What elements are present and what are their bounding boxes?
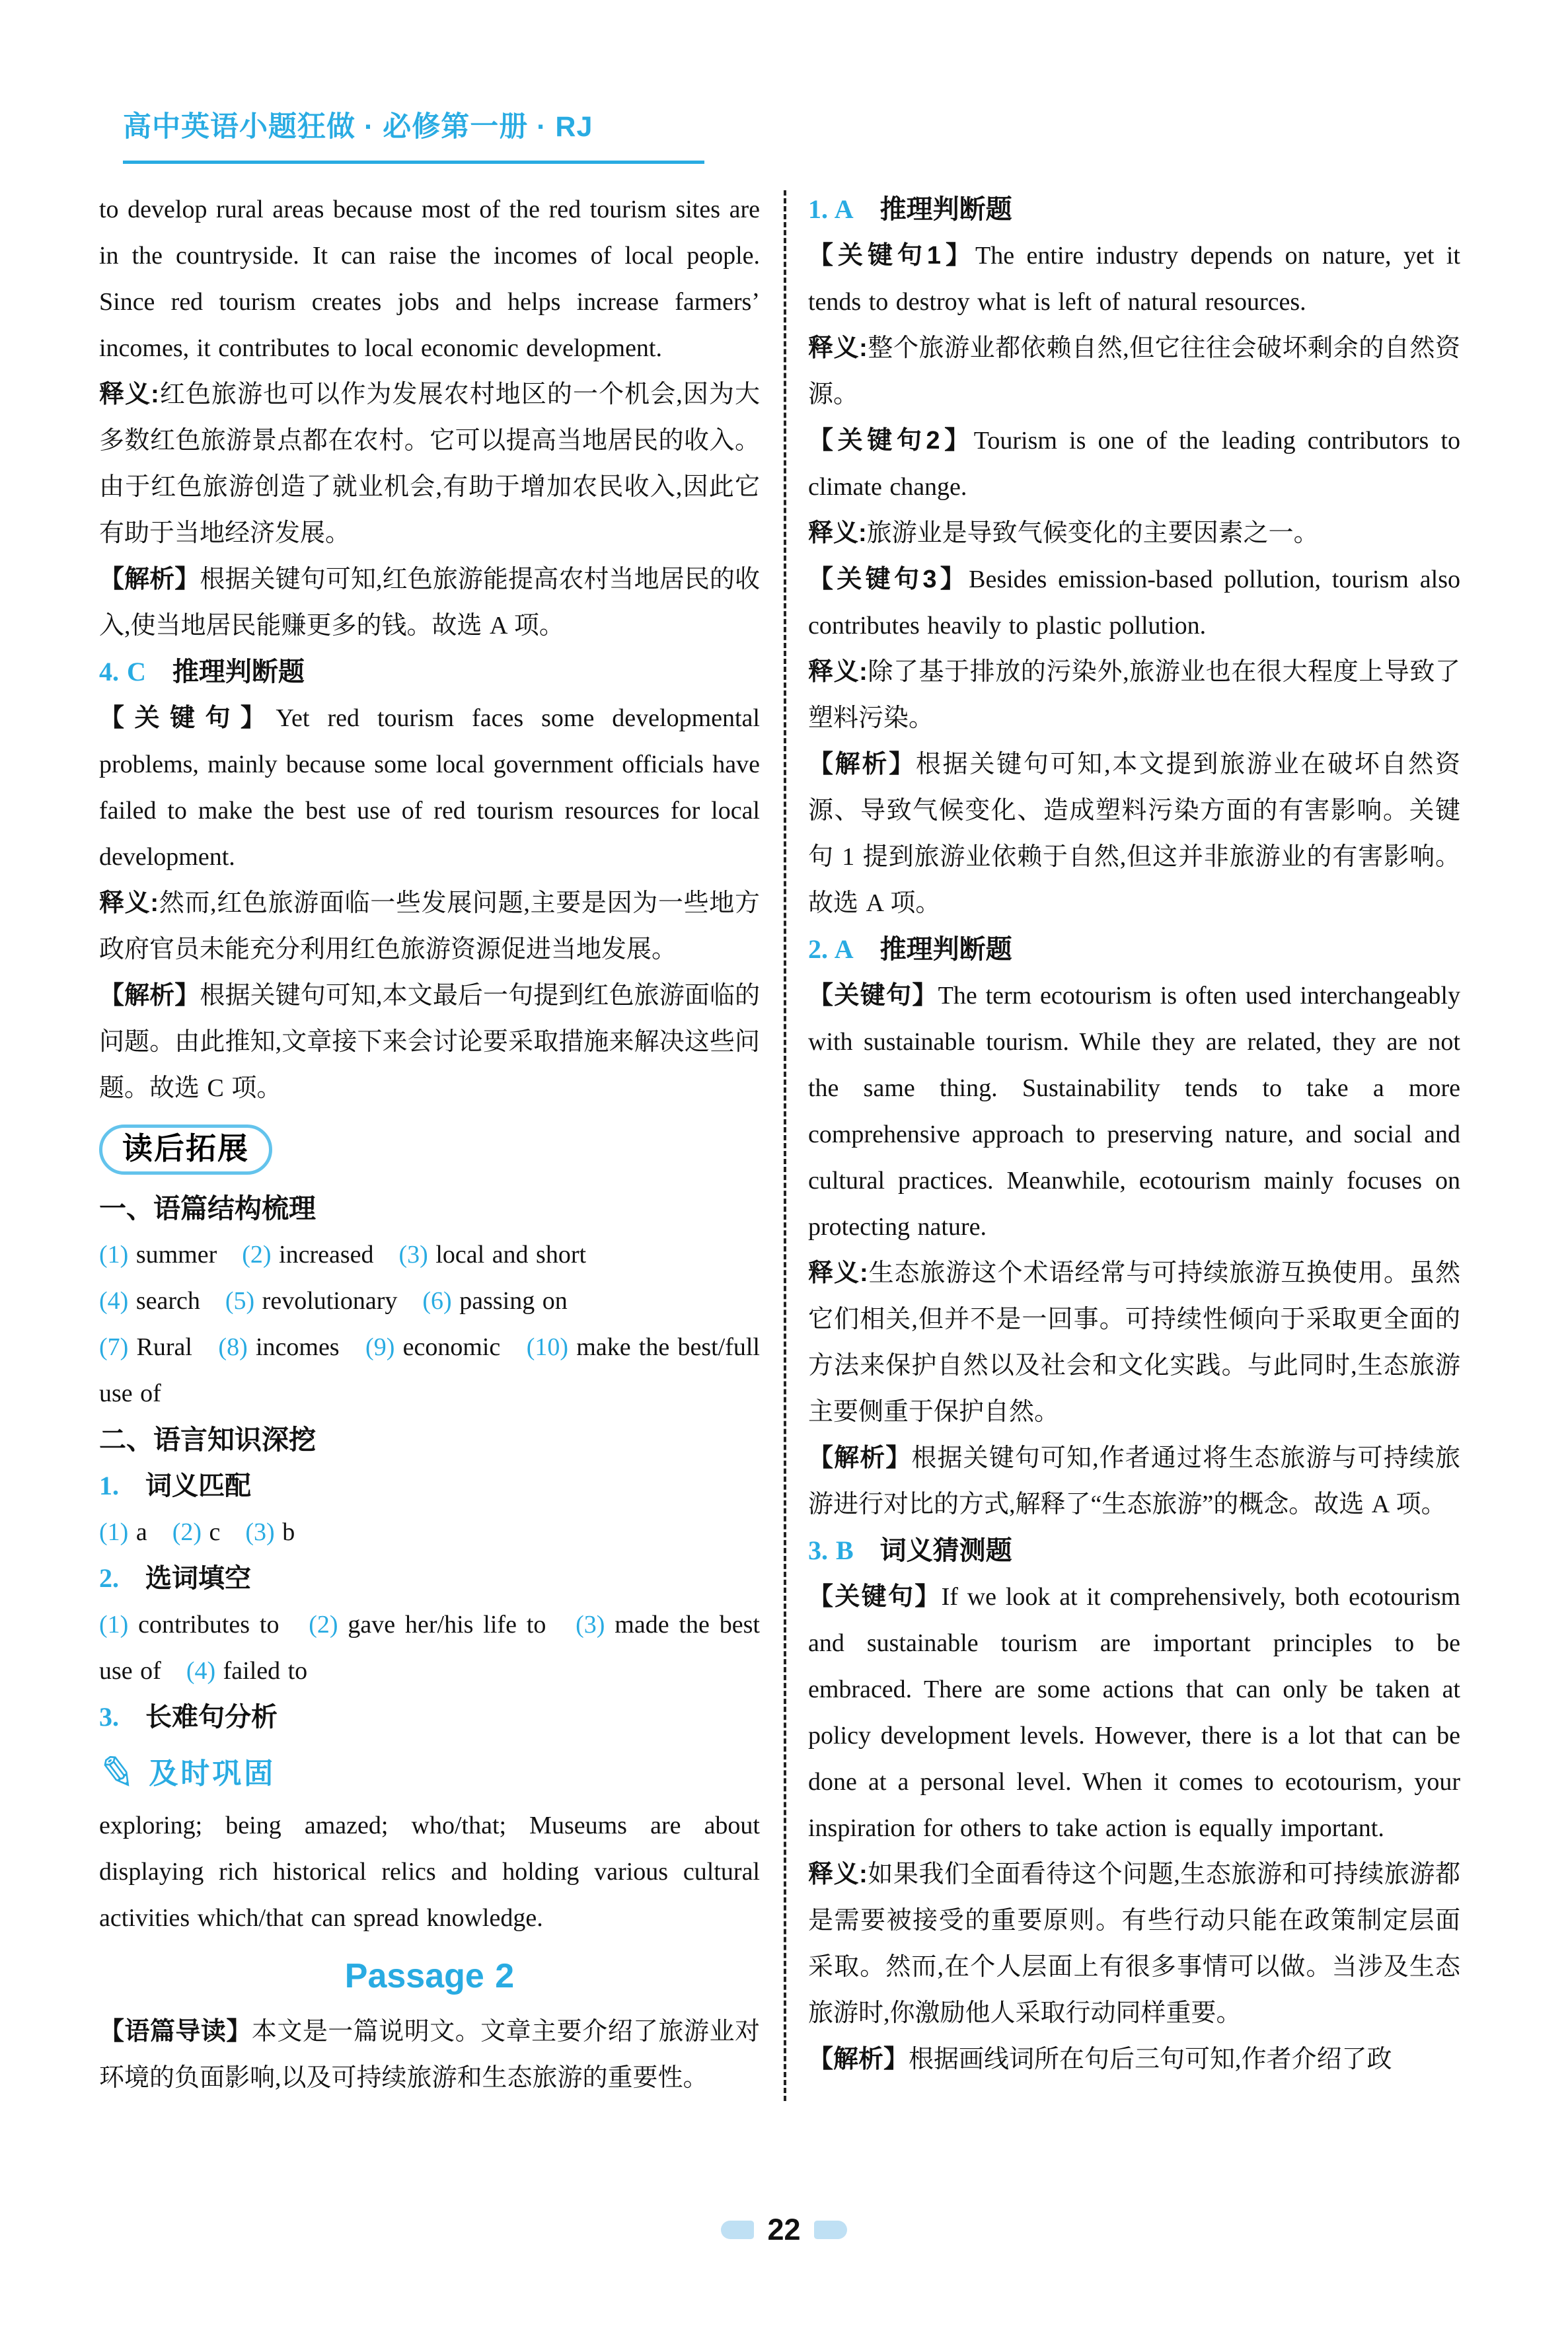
- text-segment: 1.: [99, 1471, 119, 1500]
- paragraph: [808, 325, 1460, 418]
- text-segment: 根据关键句可知,作者通过将生态旅游与可持续旅游进行对比的方式,解释了“生态旅游”的概念。故选 A 项。: [808, 1444, 1460, 1518]
- column-divider: [784, 190, 786, 2101]
- text-segment: 根据关键句可知,本文提到旅游业在破坏自然资源、导致气候变化、造成塑料污染方面的有害影响。关键句 1 提到旅游业依赖于自然,但这并非旅游业的有害影响。故选 A 项。: [808, 751, 1460, 917]
- text-segment: 【语篇导读】: [99, 2018, 252, 2046]
- paragraph: [99, 1324, 760, 1417]
- paragraph: [99, 371, 760, 556]
- text-segment: 然而,红色旅游面临一些发展问题,主要是因为一些地方政府官员未能充分利用红色旅游资源促进当地发展。: [99, 889, 760, 963]
- text-segment: a: [128, 1518, 172, 1546]
- text-segment: b: [274, 1518, 295, 1546]
- text-segment: 【解析】: [99, 982, 200, 1010]
- text-segment: 本文是一篇说明文。文章主要介绍了旅游业对环境的负面影响,以及可持续旅游和生态旅游的重要性。: [99, 2018, 760, 2092]
- section-heading: 一、语篇结构梳理: [99, 1193, 316, 1224]
- text-segment: 旅游业是导致气候变化的主要因素之一。: [866, 519, 1319, 547]
- paragraph: [99, 556, 760, 649]
- text-segment: (1): [99, 1611, 129, 1639]
- text-segment: contributes to: [128, 1611, 309, 1639]
- paragraph: [808, 1851, 1460, 2036]
- text-segment: 如果我们全面看待这个问题,生态旅游和可持续旅游都是需要被接受的重要原则。有些行动只能在政策制定层面采取。然而,在个人层面上有很多事情可以做。当涉及生态旅游时,你激励他人采取行动同样重要。: [808, 1861, 1460, 2027]
- footer-pill-right-icon: [814, 2221, 847, 2239]
- text-segment: 【解析】: [99, 566, 200, 593]
- paragraph: [808, 1574, 1460, 1851]
- text-segment: 释义:: [99, 889, 159, 917]
- text-segment: 根据关键句可知,本文最后一句提到红色旅游面临的问题。由此推知,文章接下来会讨论要采取措施来解决这些问题。故选 C 项。: [99, 982, 760, 1102]
- text-segment: (8): [218, 1333, 248, 1361]
- text-segment: 2.: [99, 1563, 119, 1593]
- text-segment: 词义猜测题: [853, 1536, 1012, 1565]
- text-segment: If we look at it comprehensively, both ecotourism and sustainable tourism are important principles to be embraced. There are some actions that can only be taken at policy development levels. However, there is a lot that can be done at a personal level. When it comes to ecotourism, your inspiration for others to take action is equally important.: [808, 1583, 1460, 1842]
- footer-pill-left-icon: [721, 2221, 754, 2239]
- section-badge: 读后拓展: [99, 1125, 272, 1175]
- text-segment: (2): [242, 1241, 272, 1269]
- paragraph: [808, 2036, 1460, 2083]
- paragraph: [808, 741, 1460, 926]
- text-segment: 【解析】: [808, 751, 916, 778]
- text-segment: 选词填空: [119, 1564, 251, 1593]
- paragraph: [99, 186, 760, 371]
- text-segment: 【关键句】: [808, 1583, 942, 1611]
- text-segment: 释义:: [808, 334, 868, 362]
- text-segment: search: [128, 1287, 225, 1315]
- text-segment: 整个旅游业都依赖自然,但它往往会破坏剩余的自然资源。: [808, 334, 1460, 408]
- text-segment: increased: [271, 1241, 399, 1269]
- text-segment: (4): [186, 1657, 216, 1685]
- paragraph: [99, 1509, 760, 1555]
- text-segment: incomes: [247, 1333, 366, 1361]
- header-underline: [123, 104, 704, 164]
- text-segment: gave her/his life to: [338, 1611, 576, 1639]
- paragraph: [99, 1232, 760, 1278]
- question-answer-head: [99, 1555, 760, 1602]
- question-answer-head: [99, 1694, 760, 1740]
- text-segment: local and short: [428, 1241, 587, 1269]
- text-segment: (10): [526, 1333, 569, 1361]
- text-segment: c: [202, 1518, 246, 1546]
- text-segment: 3.: [99, 1702, 119, 1732]
- text-segment: 【关键句】: [808, 982, 938, 1010]
- text-segment: 推理判断题: [145, 657, 305, 686]
- text-segment: 【解析】: [808, 1444, 912, 1472]
- text-segment: (7): [99, 1333, 129, 1361]
- text-segment: made the best use of: [99, 1611, 760, 1685]
- book-title: 高中英语小题狂做 · 必修第一册 · RJ: [123, 111, 593, 143]
- text-segment: to develop rural areas because most of the red tourism sites are in the countryside. It can raise the incomes of local people. Since red tourism creates jobs and helps increase farmers’ incomes, it contributes to local economic development.: [99, 196, 760, 362]
- text-segment: Besides emission-based pollution, tourism also contributes heavily to plastic pollution.: [808, 566, 1461, 640]
- text-segment: economic: [394, 1333, 527, 1361]
- text-segment: 【关键句3】: [808, 566, 969, 593]
- text-segment: failed to: [215, 1657, 308, 1685]
- question-answer-head: [808, 186, 1460, 233]
- text-segment: (3): [245, 1518, 275, 1546]
- text-segment: 推理判断题: [853, 935, 1012, 964]
- text-segment: 2. A: [808, 934, 854, 964]
- text-segment: (3): [576, 1611, 605, 1639]
- text-segment: 红色旅游也可以作为发展农村地区的一个机会,因为大多数红色旅游景点都在农村。它可以提高当地居民的收入。由于红色旅游创造了就业机会,有助于增加农民收入,因此它有助于当地经济发展。: [99, 381, 760, 547]
- text-segment: 释义:: [808, 1861, 868, 1888]
- text-segment: 释义:: [99, 381, 159, 408]
- question-answer-head: [99, 649, 760, 695]
- page-footer: [0, 2213, 1568, 2247]
- text-segment: 【关键句2】: [808, 427, 974, 455]
- text-segment: 释义:: [808, 519, 867, 547]
- text-segment: (1): [99, 1518, 129, 1546]
- text-segment: (2): [172, 1518, 202, 1546]
- text-segment: 根据关键句可知,红色旅游能提高农村当地居民的收入,使当地居民能赚更多的钱。故选 A 项。: [99, 566, 760, 640]
- text-segment: 【解析】: [808, 2046, 909, 2073]
- text-segment: passing on: [451, 1287, 568, 1315]
- text-segment: The entire industry depends on nature, yet it tends to destroy what is left of natural resources.: [808, 242, 1460, 316]
- text-segment: 长难句分析: [119, 1703, 278, 1732]
- paragraph: [808, 649, 1460, 741]
- text-segment: 【关键句1】: [808, 242, 975, 270]
- section-heading: 二、语言知识深挖: [99, 1424, 316, 1455]
- paragraph: [99, 973, 760, 1111]
- paragraph: [808, 1435, 1460, 1528]
- page-header: [0, 0, 1568, 164]
- text-segment: 1. A: [808, 194, 854, 224]
- paragraph: [99, 880, 760, 973]
- text-segment: (2): [309, 1611, 338, 1639]
- text-segment: The term ecotourism is often used interchangeably with sustainable tourism. While they are related, they are not the same thing. Sustainability tends to take a more comprehensive approach to preserving nature, and social and cultural practices. Meanwhile, ecotourism mainly focuses on protecting nature.: [808, 982, 1460, 1241]
- question-answer-head: [808, 926, 1460, 973]
- text-segment: 词义匹配: [119, 1471, 251, 1500]
- passage-title: Passage 2: [344, 1957, 515, 1995]
- two-column-layout: [96, 186, 1461, 2101]
- question-answer-head: [99, 1463, 760, 1509]
- paragraph: [808, 556, 1460, 649]
- paragraph: [808, 1250, 1460, 1435]
- right-column: [808, 186, 1460, 2101]
- paragraph: [99, 2009, 760, 2101]
- paragraph: [808, 973, 1460, 1250]
- left-column: [96, 186, 760, 2101]
- section-badge-wrap: [99, 1125, 760, 1175]
- text-segment: revolutionary: [254, 1287, 423, 1315]
- paragraph: [99, 695, 760, 880]
- paragraph: [99, 1802, 760, 1941]
- text-segment: 【关键句】: [99, 704, 276, 732]
- text-segment: (4): [99, 1287, 129, 1315]
- paragraph: [808, 418, 1460, 510]
- text-segment: 4. C: [99, 657, 146, 686]
- note-heading-label: 及时巩固: [149, 1757, 276, 1790]
- text-segment: 除了基于排放的污染外,旅游业也在很大程度上导致了塑料污染。: [808, 658, 1460, 732]
- text-segment: (9): [365, 1333, 395, 1361]
- text-segment: Rural: [128, 1333, 219, 1361]
- text-segment: Yet red tourism faces some developmental problems, mainly because some local government officials have failed to make the best use of red tourism resources for local development.: [99, 704, 760, 871]
- text-segment: make the best/full use of: [99, 1333, 760, 1407]
- paragraph: [808, 233, 1460, 325]
- text-segment: summer: [128, 1241, 243, 1269]
- paragraph: [99, 1278, 760, 1324]
- text-segment: (5): [225, 1287, 255, 1315]
- text-segment: 根据画线词所在句后三句可知,作者介绍了政: [909, 2046, 1392, 2073]
- text-segment: (1): [99, 1241, 129, 1269]
- paragraph: [99, 1602, 760, 1694]
- pencil-icon: ✎: [96, 1747, 139, 1800]
- question-answer-head: [808, 1528, 1460, 1574]
- text-segment: Tourism is one of the leading contributors to climate change.: [808, 427, 1461, 501]
- note-heading: [96, 1747, 760, 1800]
- text-segment: (3): [398, 1241, 428, 1269]
- text-segment: exploring; being amazed; who/that; Museums are about displaying rich historical relics and holding various cultural activities which/that can spread knowledge.: [99, 1812, 760, 1932]
- paragraph: [808, 510, 1460, 556]
- text-segment: 释义:: [808, 658, 868, 686]
- text-segment: 生态旅游这个术语经常与可持续旅游互换使用。虽然它们相关,但并不是一回事。可持续性倾向于采取更全面的方法来保护自然以及社会和文化实践。与此同时,生态旅游主要侧重于保护自然。: [808, 1259, 1460, 1426]
- text-segment: 释义:: [808, 1259, 868, 1287]
- page-number: 22: [767, 2213, 801, 2246]
- text-segment: 3. B: [808, 1535, 854, 1565]
- text-segment: 推理判断题: [853, 195, 1012, 224]
- text-segment: (6): [422, 1287, 452, 1315]
